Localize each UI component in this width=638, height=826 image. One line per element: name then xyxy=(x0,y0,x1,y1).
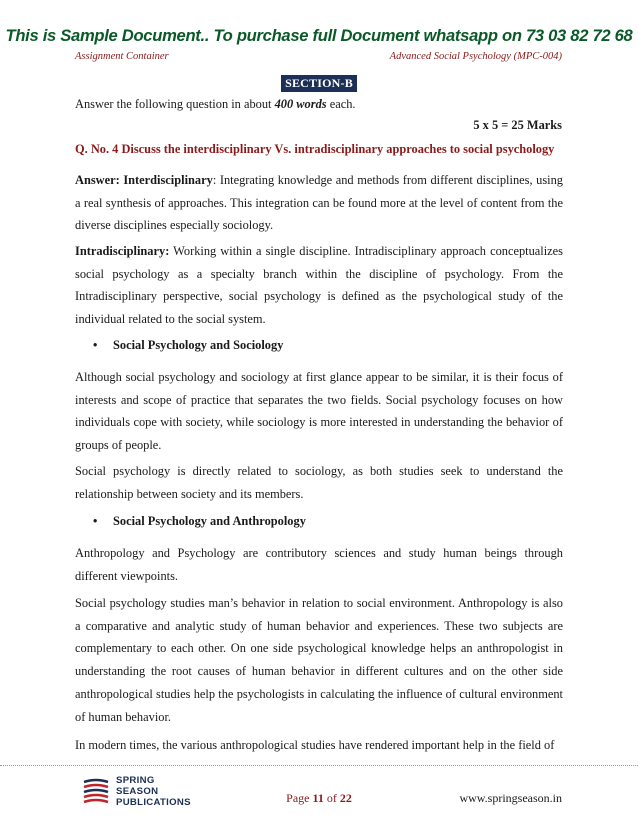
sociology-paragraph-2: Social psychology is directly related to sociology, as both studies seek to understand the relationship between society and its members. xyxy=(75,464,563,501)
intra-label: Intradisciplinary: xyxy=(75,244,170,258)
website-link[interactable]: www.springseason.in xyxy=(459,791,562,805)
logo-line-publications: PUBLICATIONS xyxy=(116,797,191,808)
instruction xyxy=(75,97,355,112)
footer-divider xyxy=(0,765,638,766)
header-right: Advanced Social Psychology (MPC-004) xyxy=(389,51,562,62)
instruction-words: 400 words xyxy=(274,97,327,111)
bullet-dot: • xyxy=(93,338,98,352)
bullet-anthropology xyxy=(93,514,306,529)
bullet-sociology xyxy=(93,338,283,353)
answer-label: Answer: Interdisciplinary xyxy=(75,173,213,187)
page-mid: of xyxy=(323,791,340,805)
sample-banner: This is Sample Document.. To purchase full Document whatsapp on 73 03 82 72 68 xyxy=(5,26,633,45)
intra-text: Working within a single discipline. Intradisciplinary approach conceptualizes social psychology as a specialty branch within the discipline of psychology. From the Intradisciplinary perspective, social psychology is defined as the psychological study of the individual related to the social system. xyxy=(75,244,563,327)
bullet-anthropology-text: Social Psychology and Anthropology xyxy=(113,514,306,528)
page-prefix: Page xyxy=(286,791,313,805)
section-heading: SECTION-B xyxy=(281,75,357,92)
anthropology-paragraph-1: Anthropology and Psychology are contributory sciences and study human beings through different viewpoints. xyxy=(75,546,563,583)
instruction-suffix: each. xyxy=(326,97,356,111)
marks-label: 5 x 5 = 25 Marks xyxy=(473,118,562,132)
sociology-paragraph-1: Although social psychology and sociology at first glance appear to be similar, it is their focus of interests and scope of practice that separates the two fields. Social psychology focuses on how individuals cope with society, while sociology is more interested in understanding the behavior of groups of people. xyxy=(75,370,563,453)
page-total: 22 xyxy=(339,791,352,805)
anthropology-paragraph-2: Social psychology studies man’s behavior in relation to social environment. Anthropology is also a comparative and analytic study of human behavior and experiences. These two subjects are complementary to each other. On one side psychological knowledge helps an anthropologist in understanding the root causes of human behavior in different cultures and on the other side anthropological studies help the psychologists in calculating the influence of cultural environment of human behavior. xyxy=(75,596,563,724)
logo-line-spring: SPRING xyxy=(116,775,155,786)
logo-line-season: SEASON xyxy=(116,786,159,797)
section-heading-wrap xyxy=(0,74,638,92)
intra-paragraph xyxy=(75,240,563,331)
page-current: 11 xyxy=(312,791,324,805)
answer-paragraph xyxy=(75,169,563,237)
bullet-dot: • xyxy=(93,514,98,528)
header-left: Assignment Container xyxy=(75,51,169,62)
instruction-prefix: Answer the following question in about xyxy=(75,97,275,111)
question-heading: Q. No. 4 Discuss the interdisciplinary Vs. intradisciplinary approaches to social psychology xyxy=(75,142,555,156)
answer-text: : Integrating knowledge and methods from different disciplines, using a real synthesis of approaches. This integration can be found more at the level of content from the diverse disciplines especially sociology. xyxy=(75,173,563,233)
bullet-sociology-text: Social Psychology and Sociology xyxy=(113,338,284,352)
anthropology-paragraph-3: In modern times, the various anthropological studies have rendered important help in the field of xyxy=(75,738,555,752)
